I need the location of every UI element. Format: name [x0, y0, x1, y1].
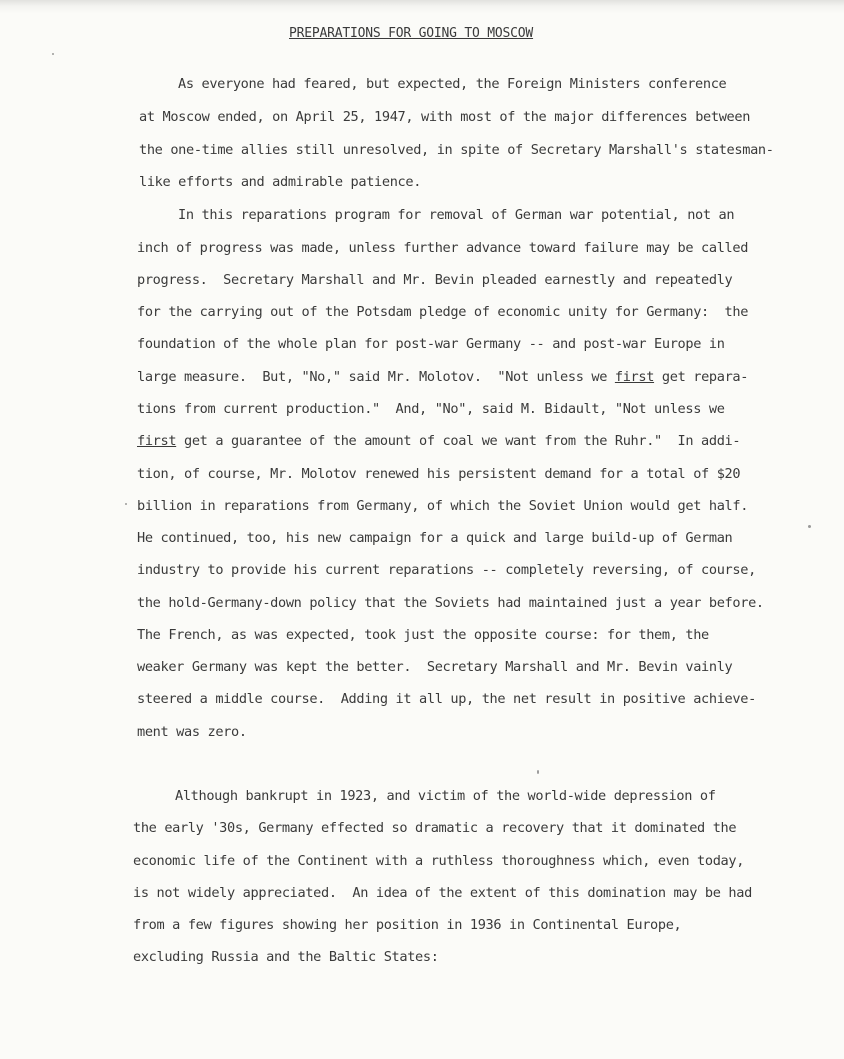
line-6-end: get repara- — [654, 369, 749, 385]
paragraph-3-line-3: economic life of the Continent with a ruthless thoroughness which, even today, — [133, 853, 745, 869]
underlined-first: first — [614, 369, 655, 385]
paragraph-2-line-11: He continued, too, his new campaign for a quick and large build-up of German — [137, 530, 733, 546]
line-8-end: get a guarantee of the amount of coal we want from the Ruhr." In addi- — [176, 433, 741, 449]
paragraph-3-line-5: from a few figures showing her position in 1936 in Continental Europe, — [133, 917, 682, 933]
underlined-first: first — [137, 433, 177, 449]
scan-speck — [808, 525, 811, 528]
paragraph-3-line-6: excluding Russia and the Baltic States: — [133, 949, 439, 965]
paragraph-2-line-3: progress. Secretary Marshall and Mr. Bevin pleaded earnestly and repeatedly — [137, 272, 733, 288]
paragraph-1-line-1: As everyone had feared, but expected, the Foreign Ministers conference — [178, 76, 727, 92]
paragraph-2-line-4: for the carrying out of the Potsdam pledge of economic unity for Germany: the — [137, 304, 749, 320]
paragraph-1-line-2: at Moscow ended, on April 25, 1947, with most of the major differences between — [139, 109, 751, 125]
paragraph-1-line-3: the one-time allies still unresolved, in spite of Secretary Marshall's statesman- — [139, 142, 774, 158]
paragraph-2-line-7: tions from current production." And, "No", said M. Bidault, "Not unless we — [137, 401, 725, 417]
paragraph-3-line-2: the early '30s, Germany effected so dramatic a recovery that it dominated the — [133, 820, 737, 836]
paragraph-2-line-8 — [137, 435, 740, 449]
paragraph-2-line-6 — [137, 371, 748, 385]
paragraph-2-line-14: The French, as was expected, took just the opposite course: for them, the — [137, 627, 709, 643]
paragraph-1-line-4: like efforts and admirable patience. — [139, 174, 422, 190]
paragraph-2-line-17: ment was zero. — [137, 724, 247, 740]
paragraph-2-line-9: tion, of course, Mr. Molotov renewed his persistent demand for a total of $20 — [137, 466, 741, 482]
paragraph-2-line-15: weaker Germany was kept the better. Secretary Marshall and Mr. Bevin vainly — [137, 659, 733, 675]
line-6-start: large measure. But, "No," said Mr. Molotov. "Not unless we — [137, 369, 615, 385]
scan-speck — [125, 503, 127, 505]
document-title: PREPARATIONS FOR GOING TO MOSCOW — [289, 26, 534, 41]
paragraph-3-line-1: Although bankrupt in 1923, and victim of the world-wide depression of — [175, 788, 716, 804]
paragraph-2-line-16: steered a middle course. Adding it all up, the net result in positive achieve- — [137, 691, 756, 707]
paragraph-2-line-12: industry to provide his current reparations -- completely reversing, of course, — [137, 562, 756, 578]
paragraph-2-line-13: the hold-Germany-down policy that the Soviets had maintained just a year before. — [137, 595, 764, 611]
paragraph-2-line-1: In this reparations program for removal of German war potential, not an — [178, 207, 735, 223]
paragraph-3-line-4: is not widely appreciated. An idea of the extent of this domination may be had — [133, 885, 752, 901]
paragraph-2-line-5: foundation of the whole plan for post-war Germany -- and post-war Europe in — [137, 336, 725, 352]
scan-speck — [537, 770, 539, 774]
scan-speck — [52, 53, 54, 55]
paragraph-2-line-10: billion in reparations from Germany, of which the Soviet Union would get half. — [137, 498, 749, 514]
paragraph-2-line-2: inch of progress was made, unless further advance toward failure may be called — [137, 240, 749, 256]
